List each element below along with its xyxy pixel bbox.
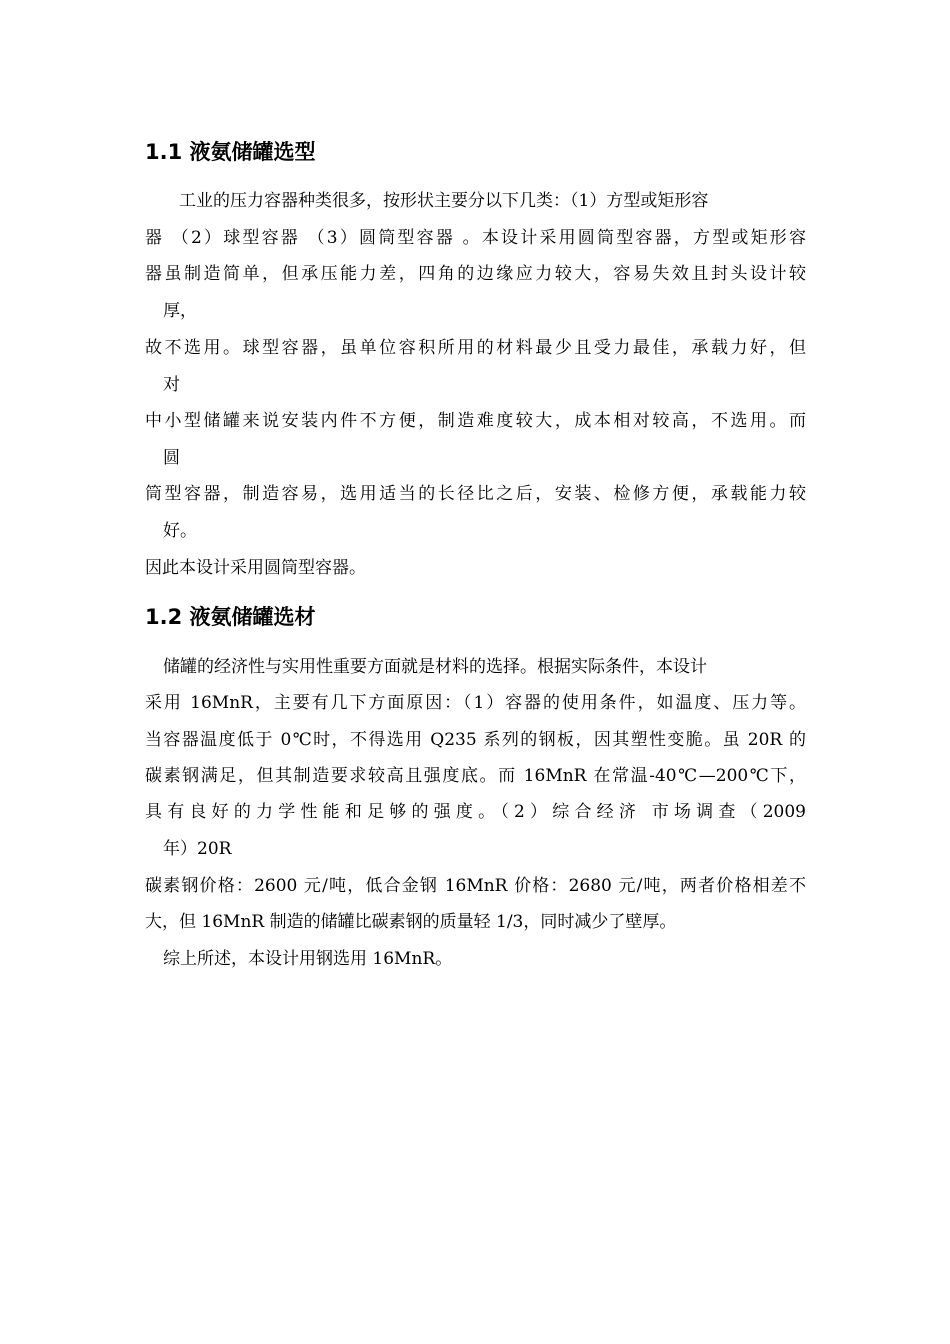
paragraph-line: 好。 bbox=[163, 521, 197, 541]
paragraph-line: 年）20R bbox=[163, 839, 232, 859]
section-heading-1-2: 1.2 液氨储罐选材 bbox=[145, 605, 316, 629]
paragraph-line: 大，但 16MnR 制造的储罐比碳素钢的质量轻 1/3，同时减少了壁厚。 bbox=[145, 912, 677, 932]
paragraph-line: 圆 bbox=[163, 448, 180, 468]
paragraph-line: 储罐的经济性与实用性重要方面就是材料的选择。根据实际条件，本设计 bbox=[163, 657, 707, 677]
paragraph-line: 综上所述，本设计用钢选用 16MnR。 bbox=[163, 949, 453, 969]
paragraph-line: 中小型储罐来说安装内件不方便，制造难度较大，成本相对较高，不选用。而 bbox=[145, 411, 806, 431]
paragraph-line: 对 bbox=[163, 375, 180, 395]
paragraph-line: 因此本设计采用圆筒型容器。 bbox=[145, 558, 366, 578]
paragraph-line: 故不选用。球型容器，虽单位容积所用的材料最少且受力最佳，承载力好，但 bbox=[145, 338, 806, 358]
paragraph-line: 当容器温度低于 0℃时，不得选用 Q235 系列的钢板，因其塑性变脆。虽 20R 的 bbox=[145, 730, 806, 750]
section-heading-1-1: 1.1 液氨储罐选型 bbox=[145, 140, 316, 164]
paragraph-line: 工业的压力容器种类很多，按形状主要分以下几类：（1）方型或矩形容 bbox=[179, 191, 709, 211]
paragraph-line: 厚， bbox=[163, 301, 197, 321]
paragraph-line: 碳素钢价格：2600 元/吨，低合金钢 16MnR 价格：2680 元/吨，两者价格相差不 bbox=[145, 876, 806, 896]
paragraph-line: 筒型容器，制造容易，选用适当的长径比之后，安装、检修方便，承载能力较 bbox=[145, 484, 806, 504]
paragraph-line: 采用 16MnR，主要有几下方面原因：（1）容器的使用条件，如温度、压力等。 bbox=[145, 693, 806, 713]
paragraph-line: 器 （2）球型容器 （3）圆筒型容器 。本设计采用圆筒型容器，方型或矩形容 bbox=[145, 228, 806, 248]
paragraph-line: 器虽制造简单，但承压能力差，四角的边缘应力较大，容易失效且封头设计较 bbox=[145, 264, 806, 284]
paragraph-line: 碳素钢满足，但其制造要求较高且强度底。而 16MnR 在常温-40℃—200℃下， bbox=[145, 766, 806, 786]
paragraph-line: 具有良好的力学性能和足够的强度。（2）综合经济 市场调查（2009 bbox=[145, 802, 806, 822]
